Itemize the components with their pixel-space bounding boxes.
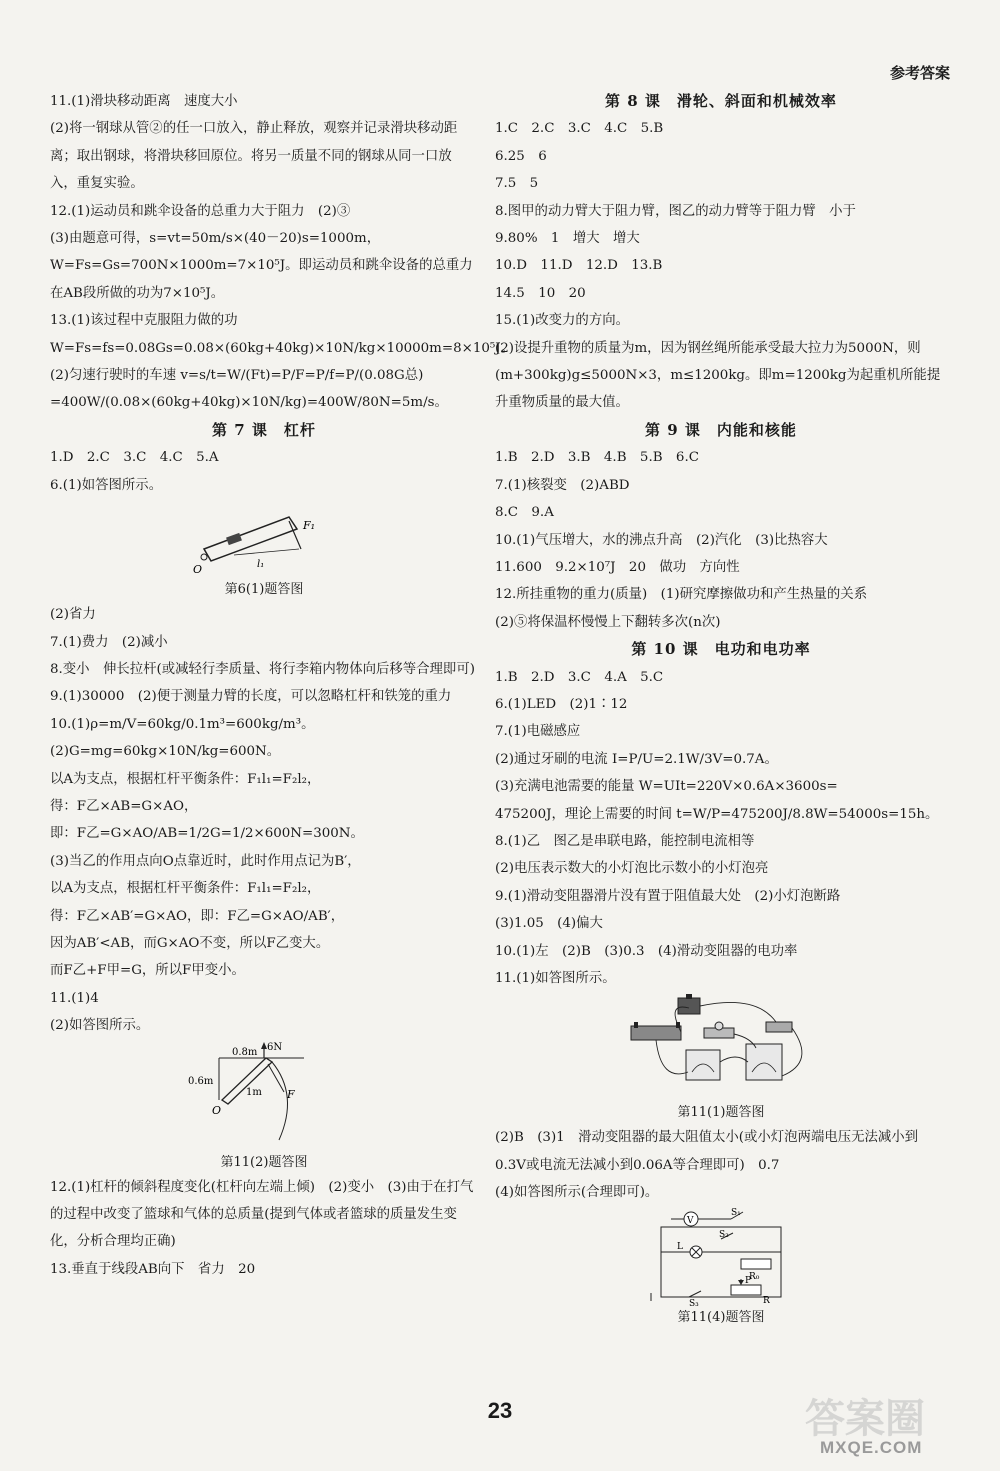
lever-length-label: 1m	[246, 1086, 262, 1098]
answer-line: (3)由题意可得，s=vt=50m/s×(40－20)s=1000m，W=Fs=Gs=700N×1000m=7×10⁵J。即运动员和跳伞设备的总重力在AB段所做的功为7×10⁵J。	[50, 231, 473, 301]
answer-line: 12.(1)运动员和跳伞设备的总重力大于阻力 (2)③	[50, 203, 351, 219]
answer-line: 13.(1)该过程中克服阻力做的功 W=Fs=fs=0.08Gs=0.08×(60kg+40kg)×10N/kg×10000m=8×10⁵J。	[50, 313, 514, 356]
answer-line: 12.所挂重物的重力(质量) (1)研究摩擦做功和产生热量的关系	[495, 587, 868, 603]
answer-line: (2)G=mg=60kg×10N/kg=600N。	[50, 744, 281, 760]
right-column	[495, 88, 947, 1329]
answer-line: 7.(1)核裂变 (2)ABD	[495, 477, 630, 493]
force-f-label: F	[287, 1087, 295, 1101]
lesson-title: 第 7 课 杠杆	[212, 420, 316, 439]
lesson-title: 第 10 课 电功和电功率	[631, 640, 811, 659]
answer-line: (3)当乙的作用点向O点靠近时，此时作用点记为B′，	[50, 853, 361, 869]
answer-line: 475200J，理论上需要的时间 t=W/P=475200J/8.8W=54000s=15h。	[495, 806, 939, 822]
answer-line: 15.(1)改变力的方向。	[495, 313, 629, 329]
page-number: 23	[487, 1398, 513, 1423]
answer-line: 以A为支点，根据杠杆平衡条件：F₁l₁=F₂l₂，	[50, 881, 321, 897]
answer-line: 6.(1)如答图所示。	[50, 477, 163, 493]
answer-line: 10.(1)ρ=m/V=60kg/0.1m³=600kg/m³。	[50, 716, 315, 732]
vertical-length-label: 0.6m	[188, 1075, 214, 1087]
answer-line: (2)设提升重物的质量为m，因为钢丝绳所能承受最大拉力为5000N，则(m+300kg)g≤5000N×3，m≤1200kg。即m=1200kg为起重机所能提升重物质量的最大值。	[495, 340, 941, 411]
force-label: 6N	[267, 1041, 283, 1053]
answer-line: 9.(1)30000 (2)便于测量力臂的长度，可以忽略杠杆和铁笼的重力	[50, 689, 452, 705]
answer-line: 9.(1)滑动变阻器滑片没有置于阻值最大处 (2)小灯泡断路	[495, 888, 841, 904]
left-column	[50, 88, 514, 1283]
answer-line: =400W/(0.08×(60kg+40kg)×10N/kg)=400W/80N=5m/s。	[50, 395, 448, 411]
answer-line: 8.图甲的动力臂大于阻力臂，图乙的动力臂等于阻力臂 小于	[495, 203, 856, 219]
lamp-label: L	[677, 1241, 683, 1252]
answer-line: (4)如答图所示(合理即可)。	[495, 1185, 659, 1201]
answer-line: 8.C 9.A	[495, 505, 554, 521]
figure-6-1	[50, 499, 478, 601]
answer-line: (2)省力	[50, 607, 96, 623]
answer-line: (3)充满电池需要的能量 W=UIt=220V×0.6A×3600s=	[495, 779, 838, 795]
slider-p-label: P	[745, 1275, 752, 1286]
figure-caption: 第11(1)题答图	[677, 1105, 765, 1121]
answer-line: 13.垂直于线段AB向下 省力 20	[50, 1261, 256, 1277]
circuit-photo-diagram-icon	[626, 992, 816, 1102]
switch-s3-label: S₃	[689, 1298, 699, 1307]
answer-line: 而F乙+F甲=G，所以F甲变小。	[50, 963, 245, 979]
lever-diagram-icon	[189, 499, 339, 579]
answer-line: 得：F乙×AB′=G×AO，即：F乙=G×AO/AB′，	[50, 908, 345, 924]
answer-line: (2)B (3)1 滑动变阻器的最大阻值太小(或小灯泡两端电压无法减小到0.3V或电流无法减小到0.06A等合理即可) 0.7	[495, 1130, 919, 1173]
answer-line: 因为AB′<AB，而G×AO不变，所以F乙变大。	[50, 935, 330, 951]
pivot-label: O	[212, 1103, 222, 1117]
figure-11-2	[50, 1040, 478, 1174]
figure-caption: 第11(2)题答图	[220, 1154, 308, 1170]
answer-line: 12.(1)杠杆的倾斜程度变化(杠杆向左端上倾) (2)变小 (3)由于在打气的过程中改变了篮球和气体的总质量(提到气体或者篮球的质量发生变化，分析合理均正确)	[50, 1179, 474, 1250]
header-label: 参考答案	[889, 64, 950, 82]
answer-line: 1.B 2.D 3.B 4.B 5.B 6.C	[495, 450, 699, 466]
answer-line: (2)⑤将保温杯慢慢上下翻转多次(n次)	[495, 614, 721, 630]
answer-line: 得：F乙×AB=G×AO，	[50, 798, 198, 814]
answer-line: 7.5 5	[495, 176, 539, 192]
answer-line: 11.600 9.2×10⁷J 20 做功 方向性	[495, 559, 740, 575]
answer-line: 7.(1)电磁感应	[495, 724, 581, 740]
answer-line: 10.D 11.D 12.D 13.B	[495, 258, 663, 274]
answer-line: 即：F乙=G×AO/AB=1/2G=1/2×600N=300N。	[50, 826, 364, 842]
circuit-schematic-icon	[641, 1207, 801, 1307]
answer-line: (2)通过牙刷的电流 I=P/U=2.1W/3V=0.7A。	[495, 751, 778, 767]
answer-line: 11.(1)滑块移动距离 速度大小	[50, 94, 238, 109]
watermark-url: MXQE.COM	[820, 1438, 923, 1457]
answer-line: 6.(1)LED (2)1∶12	[495, 696, 628, 712]
horizontal-length-label: 0.8m	[232, 1046, 258, 1058]
lesson-title: 第 9 课 内能和核能	[645, 420, 797, 439]
answer-line: 8.变小 伸长拉杆(或减轻行李质量、将行李箱内物体向后移等合理即可)	[50, 661, 475, 677]
answer-line: 9.80% 1 增大 增大	[495, 231, 640, 247]
svg-text:l₁: l₁	[257, 559, 265, 571]
answer-line: 6.25 6	[495, 148, 547, 164]
answer-line: (2)电压表示数大的小灯泡比示数小的小灯泡亮	[495, 861, 769, 877]
switch-s1-label: S₁	[731, 1207, 741, 1218]
lesson-title: 第 8 课 滑轮、斜面和机械效率	[605, 92, 837, 110]
answer-line: 7.(1)费力 (2)减小	[50, 634, 168, 650]
svg-text:O: O	[193, 563, 203, 577]
answer-line: (2)如答图所示。	[50, 1018, 150, 1034]
answer-line: 10.(1)气压增大，水的沸点升高 (2)汽化 (3)比热容大	[495, 532, 828, 548]
svg-text:答案圈: 答案圈	[805, 1396, 925, 1442]
figure-caption: 第6(1)题答图	[224, 582, 304, 598]
switch-s2-label: S₂	[719, 1229, 729, 1240]
voltmeter-label: V	[687, 1215, 694, 1226]
answer-line: 10.(1)左 (2)B (3)0.3 (4)滑动变阻器的电功率	[495, 943, 798, 959]
answer-line: (3)1.05 (4)偏大	[495, 916, 603, 932]
answer-line: (2)匀速行驶时的车速 v=s/t=W/(Ft)=P/F=P/f=P/(0.08G总)	[50, 368, 424, 384]
lever-force-diagram-icon	[184, 1040, 344, 1152]
answer-line: 1.D 2.C 3.C 4.C 5.A	[50, 450, 219, 466]
answer-line: 1.C 2.C 3.C 4.C 5.B	[495, 121, 664, 137]
rheostat-label: R	[763, 1295, 770, 1306]
figure-caption: 第11(4)题答图	[677, 1309, 765, 1325]
figure-11-4	[495, 1207, 947, 1329]
answer-line: 1.B 2.D 3.C 4.A 5.C	[495, 669, 664, 685]
resistor-r0-label: R₀	[749, 1271, 760, 1282]
figure-11-1	[495, 992, 947, 1124]
answer-line: 以A为支点，根据杠杆平衡条件：F₁l₁=F₂l₂，	[50, 771, 321, 787]
answer-line: 8.(1)乙 图乙是串联电路，能控制电流相等	[495, 833, 755, 849]
svg-text:F₁: F₁	[303, 519, 316, 533]
answer-line: 14.5 10 20	[495, 285, 586, 301]
answer-line: (2)将一钢球从管②的任一口放入，静止释放，观察并记录滑块移动距离；取出钢球，将滑块移回原位。将另一质量不同的钢球从同一口放入，重复实验。	[50, 121, 458, 192]
answer-line: 11.(1)4	[50, 990, 99, 1006]
answer-line: 11.(1)如答图所示。	[495, 971, 616, 986]
